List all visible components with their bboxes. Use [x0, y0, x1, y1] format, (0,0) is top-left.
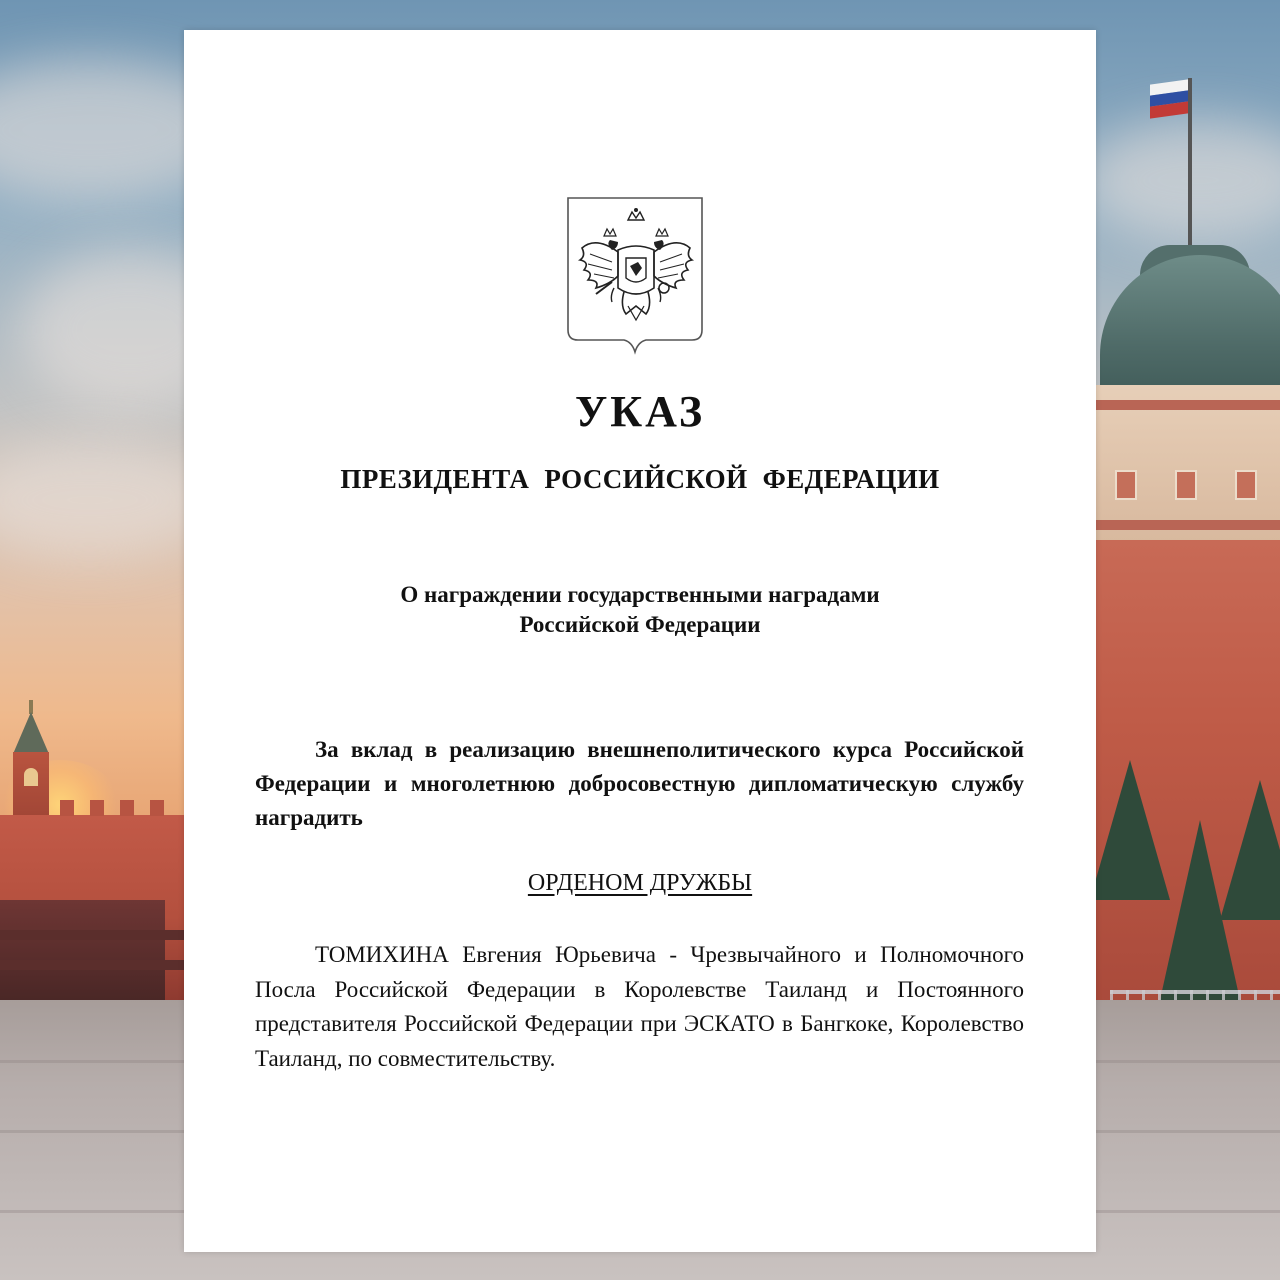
- decree-heading-line1: О награждении государственными наградами: [400, 582, 880, 607]
- mausoleum-step: [0, 930, 185, 940]
- tower-window: [24, 768, 38, 786]
- flagpole: [1188, 78, 1192, 250]
- recipient-paragraph: ТОМИХИНА Евгения Юрьевича - Чрезвычайного и Полномочного Посла Российской Федерации в Королевстве Таиланд и Постоянного представителя Российской Федерации при ЭСКАТО в Бангкоке, Королевство Таиланд, по совместительству.: [255, 942, 1024, 1071]
- senate-window: [1175, 470, 1197, 500]
- wall-merlon: [150, 800, 164, 816]
- coat-of-arms-icon: [566, 196, 706, 358]
- decree-heading: [184, 580, 1096, 640]
- tower-roof: [13, 712, 49, 754]
- senate-cornice: [1090, 520, 1280, 530]
- wall-merlon: [60, 800, 74, 816]
- decree-subtitle: ПРЕЗИДЕНТА РОССИЙСКОЙ ФЕДЕРАЦИИ: [340, 464, 940, 494]
- decree-reason-paragraph: За вклад в реализацию внешнеполитического курса Российской Федерации и многолетнюю добросовестную дипломатическую службу наградить: [255, 737, 1024, 830]
- senate-window: [1235, 470, 1257, 500]
- decree-document: [184, 30, 1096, 1252]
- mausoleum-step: [0, 960, 185, 970]
- decree-title: УКАЗ: [574, 387, 706, 436]
- decree-heading-line2: Российской Федерации: [519, 612, 761, 637]
- fir-tree: [1220, 780, 1280, 920]
- senate-cornice: [1090, 400, 1280, 410]
- award-name: ОРДЕНОМ ДРУЖБЫ: [527, 870, 753, 896]
- mausoleum: [0, 900, 165, 1000]
- fir-tree: [1090, 760, 1170, 900]
- senate-window: [1115, 470, 1137, 500]
- wall-merlon: [90, 800, 104, 816]
- wall-merlon: [120, 800, 134, 816]
